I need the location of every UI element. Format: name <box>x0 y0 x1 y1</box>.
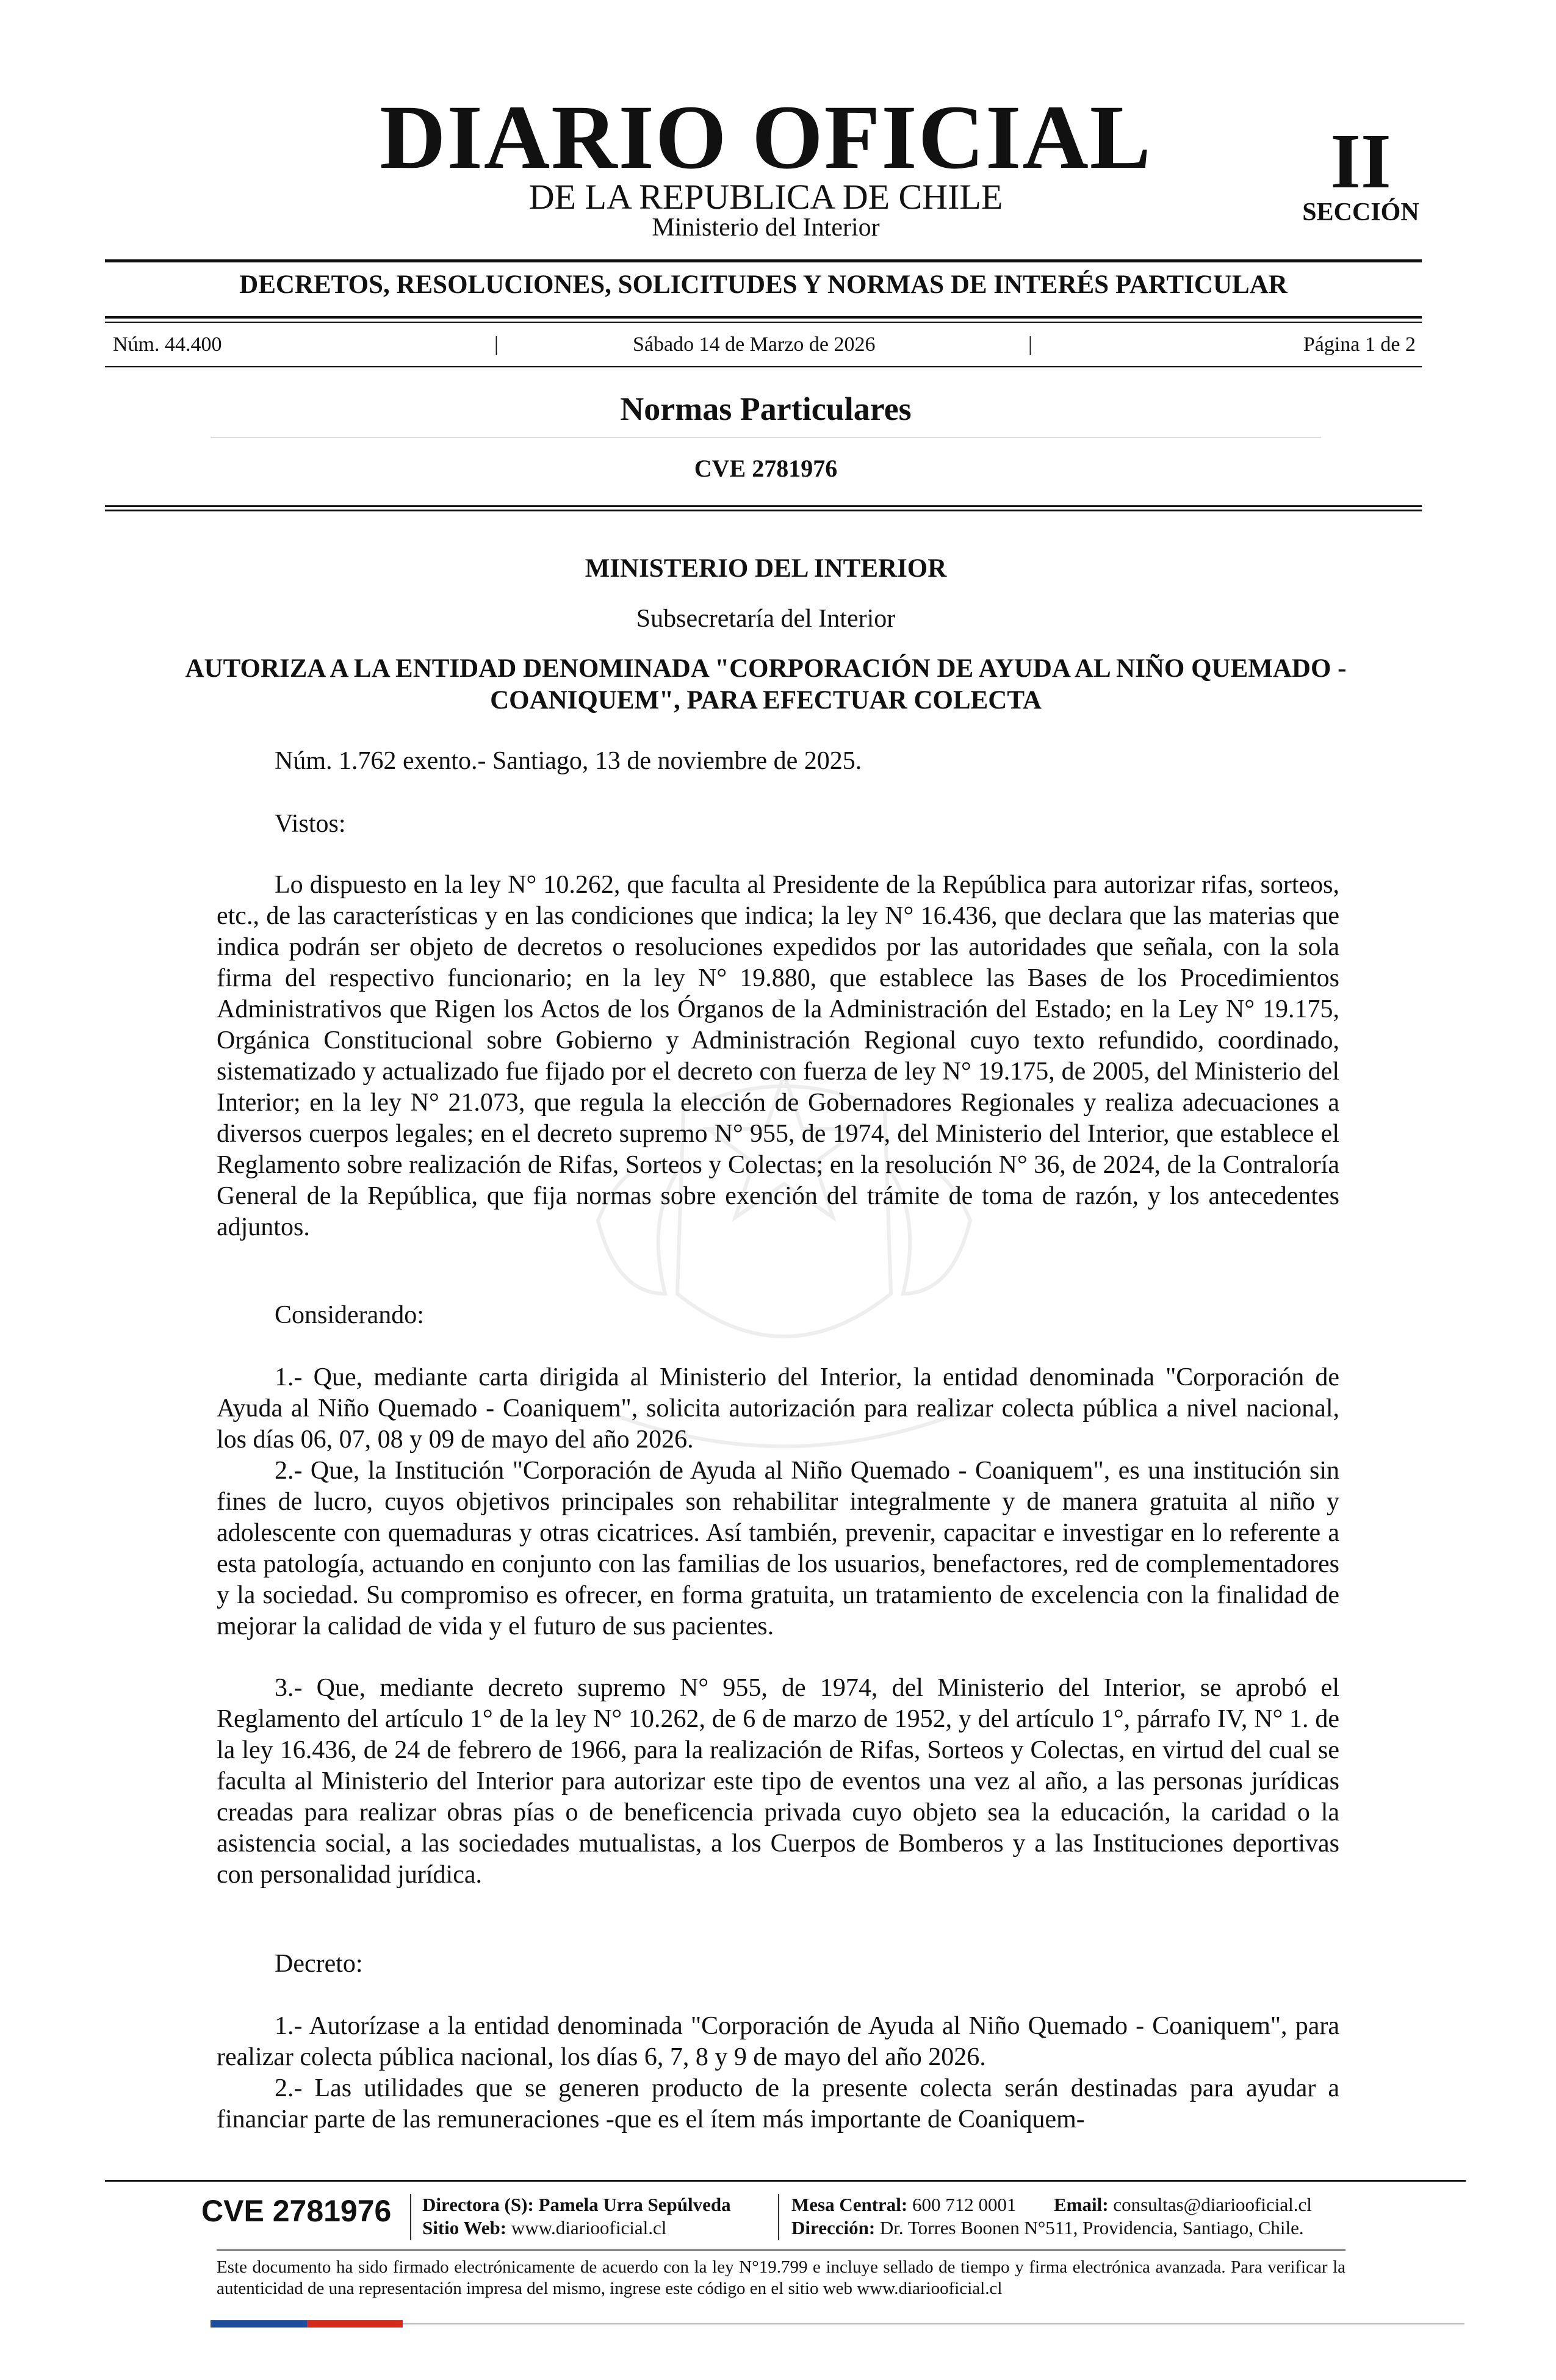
section-title-rule <box>211 437 1321 438</box>
masthead-subtitle: DE LA REPUBLICA DE CHILE <box>528 177 1003 217</box>
decree-number-line: Núm. 1.762 exento.- Santiago, 13 de noviembre de 2025. <box>275 747 862 775</box>
footer-address-label: Dirección: <box>791 2217 876 2238</box>
cve-rule-2 <box>105 510 1422 511</box>
issue-rule <box>105 366 1422 367</box>
decreto-item: 1.- Autorízase a la entidad denominada "Corporación de Ayuda al Niño Quemado - Coaniquem", para realizar colecta pública nacional, los días 6, 7, 8 y 9 de mayo del año 2026. <box>217 2012 1339 2071</box>
issue-date: Sábado 14 de Marzo de 2026 <box>633 333 876 356</box>
footer-website-label: Sitio Web: <box>422 2217 507 2238</box>
issue-page: Página 1 de 2 <box>1303 333 1416 356</box>
flag-blue-segment <box>211 2320 307 2328</box>
issue-number: Núm. 44.400 <box>113 333 222 356</box>
vistos-heading: Vistos: <box>275 810 346 838</box>
footer-phone-label: Mesa Central: <box>791 2194 908 2215</box>
considerando-heading: Considerando: <box>275 1301 424 1329</box>
footer-email <box>1054 2193 1312 2216</box>
cve-rule-1 <box>105 505 1422 507</box>
ministry-heading: MINISTERIO DEL INTERIOR <box>585 554 947 583</box>
considerando-item: 2.- Que, la Institución "Corporación de Ayuda al Niño Quemado - Coaniquem", es una institución sin fines de lucro, cuyos objetivos principales son rehabilitar integralmente y de manera gratuita al niño y adolescente con quemaduras y otras cicatrices. Así también, prevenir, capacitar e investigar en lo referente a esta patología, actuando en conjunto con las familias de los usuarios, benefactores, red de complementadores y la sociedad. Su compromiso es ofrecer, en forma gratuita, un tratamiento de excelencia con la finalidad de mejorar la calidad de vida y el futuro de sus pacientes. <box>217 1457 1339 1640</box>
chile-flag-stripe <box>211 2320 403 2328</box>
cve-code: CVE 2781976 <box>694 455 838 482</box>
masthead-rule <box>105 259 1422 262</box>
footer-cve-code: CVE 2781976 <box>201 2194 392 2228</box>
decreto-item: 2.- Las utilidades que se generen producto de la presente colecta serán destinadas para ayudar a financiar parte de las remuneraciones -que es el ítem más importante de Coaniquem- <box>217 2074 1339 2133</box>
section-label: SECCIÓN <box>1302 198 1419 226</box>
footer-separator-2 <box>778 2194 779 2240</box>
document-title: AUTORIZA A LA ENTIDAD DENOMINADA "CORPORACIÓN DE AYUDA AL NIÑO QUEMADO - COANIQUEM", PARA EFECTUAR COLECTA <box>185 654 1347 715</box>
footer-email-link[interactable]: consultas@diariooficial.cl <box>1113 2194 1312 2215</box>
section-title: Normas Particulares <box>620 391 912 427</box>
footer-director-label: Directora (S): <box>422 2194 534 2215</box>
footer-separator-1 <box>410 2194 411 2240</box>
issue-separator-2: | <box>1028 333 1032 356</box>
issue-separator-1: | <box>494 333 499 356</box>
decreto-heading: Decreto: <box>275 1950 363 1978</box>
footer-legal-rule <box>217 2249 1345 2251</box>
footer-director <box>422 2193 731 2216</box>
footer-email-label: Email: <box>1054 2194 1109 2215</box>
subsecretaria-heading: Subsecretaría del Interior <box>636 605 896 633</box>
footer-director-name: Pamela Urra Sepúlveda <box>538 2194 731 2215</box>
section-number: II <box>1330 118 1391 204</box>
footer-website-link[interactable]: www.diariooficial.cl <box>511 2217 667 2238</box>
masthead-ministry: Ministerio del Interior <box>652 214 880 242</box>
footer-bottom-rule <box>403 2323 1464 2324</box>
footer-website <box>422 2216 666 2240</box>
considerando-item: 1.- Que, mediante carta dirigida al Ministerio del Interior, la entidad denominada "Corporación de Ayuda al Niño Quemado - Coaniquem", solicita autorización para realizar colecta pública a nivel nacional, los días 06, 07, 08 y 09 de mayo del año 2026. <box>217 1363 1339 1454</box>
footer-legal-notice: Este documento ha sido firmado electrónicamente de acuerdo con la ley N°19.799 e incluye sellado de tiempo y firma electrónica avanzada. Para verificar la autenticidad de una representación impresa del mismo, ingrese este código en el sitio web www.diariooficial.cl <box>217 2257 1345 2298</box>
category-heading: DECRETOS, RESOLUCIONES, SOLICITUDES Y NORMAS DE INTERÉS PARTICULAR <box>239 270 1288 299</box>
flag-red-segment <box>307 2320 403 2328</box>
footer-phone <box>791 2193 1017 2216</box>
considerando-item: 3.- Que, mediante decreto supremo N° 955, de 1974, del Ministerio del Interior, se aprobó el Reglamento del artículo 1° de la ley N° 10.262, de 6 de marzo de 1952, y del artículo 1°, párrafo IV, N° 1. de la ley 16.436, de 24 de febrero de 1966, para la realización de Rifas, Sorteos y Colectas, en virtud del cual se faculta al Ministerio del Interior para autorizar este tipo de eventos una vez al año, a las personas jurídicas creadas para realizar obras pías o de beneficencia privada cuyo objeto sea la educación, la caridad o la asistencia social, a las sociedades mutualistas, a los Cuerpos de Bomberos y a las Instituciones deportivas con personalidad jurídica. <box>217 1674 1339 1889</box>
footer-address-value: Dr. Torres Boonen N°511, Providencia, Santiago, Chile. <box>879 2217 1304 2238</box>
vistos-paragraph: Lo dispuesto en la ley N° 10.262, que faculta al Presidente de la República para autorizar rifas, sorteos, etc., de las características y en las condiciones que indica; la ley N° 16.436, que declara que las materias que indica podrán ser objeto de decretos o resoluciones expedidos por las autoridades que señala, con la sola firma del respectivo funcionario; en la ley N° 19.880, que establece las Bases de los Procedimientos Administrativos que Rigen los Actos de los Órganos de la Administración del Estado; en la Ley N° 19.175, Orgánica Constitucional sobre Gobierno y Administración Regional cuyo texto refundido, coordinado, sistematizado y actualizado fue fijado por el decreto con fuerza de ley N° 19.175, de 2005, del Ministerio del Interior; en la ley N° 21.073, que regula la elección de Gobernadores Regionales y realiza adecuaciones a diversos cuerpos legales; en el decreto supremo N° 955, de 1974, del Ministerio del Interior, que establece el Reglamento sobre realización de Rifas, Sorteos y Colectas; en la resolución N° 36, de 2024, de la Contraloría General de la República, que fija normas sobre exención del trámite de toma de razón, y los antecedentes adjuntos. <box>217 871 1339 1241</box>
footer-rule <box>105 2180 1466 2182</box>
category-rule-bottom <box>105 322 1422 323</box>
masthead-title: DIARIO OFICIAL <box>380 87 1152 188</box>
category-rule-top <box>105 316 1422 319</box>
footer-address <box>791 2216 1304 2240</box>
footer-phone-value: 600 712 0001 <box>912 2194 1017 2215</box>
